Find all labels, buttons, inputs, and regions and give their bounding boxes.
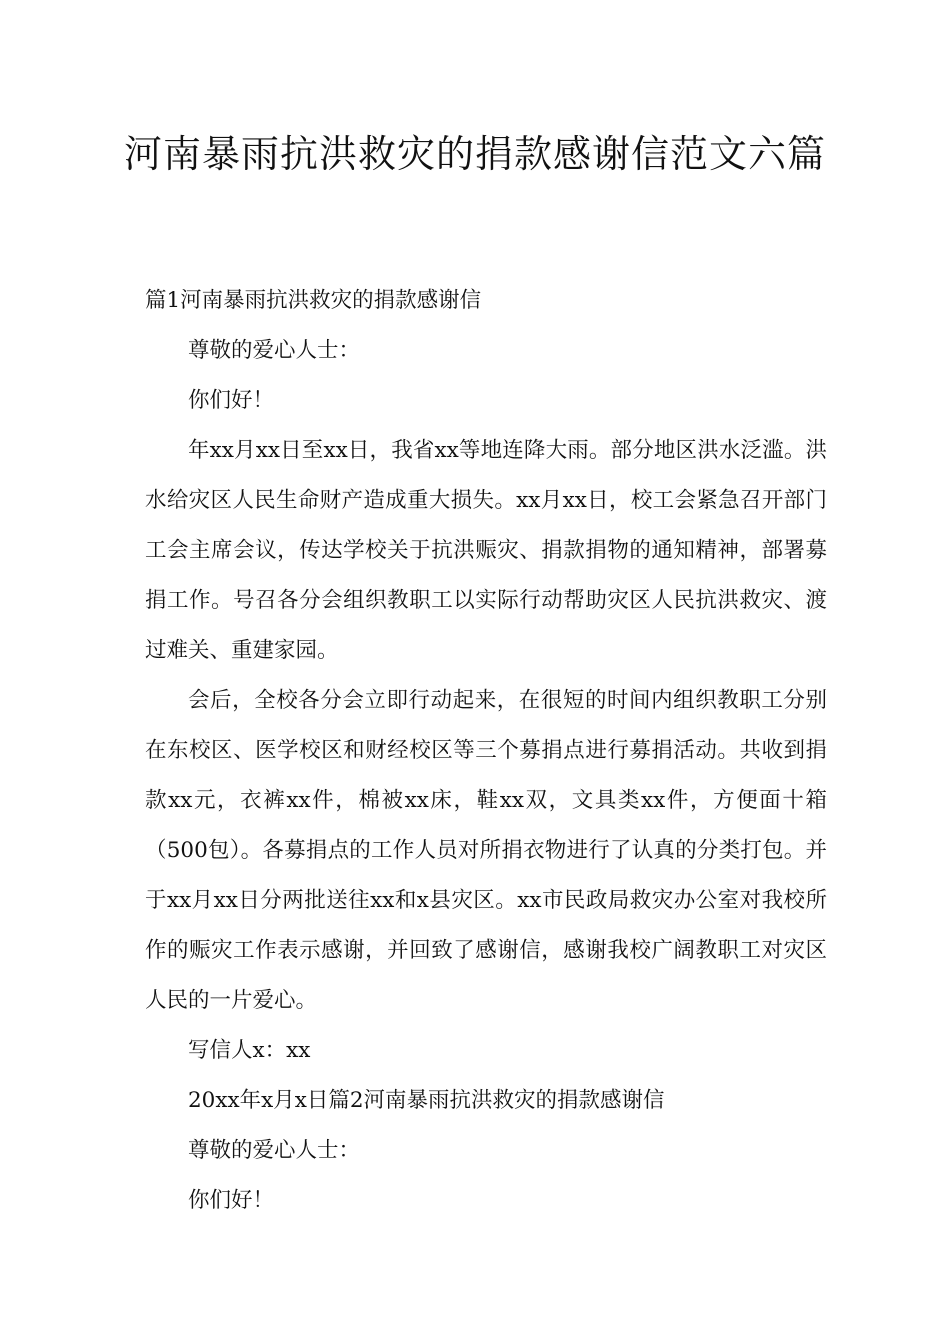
section-heading-1: 篇1河南暴雨抗洪救灾的捐款感谢信: [145, 288, 482, 313]
greeting-2: 你们好！: [188, 1188, 275, 1213]
date-and-section-heading-2: 20xx年x月x日篇2河南暴雨抗洪救灾的捐款感谢信: [188, 1088, 665, 1113]
body-paragraph-1: 年xx月xx日至xx日，我省xx等地连降大雨。部分地区洪水泛滥。洪水给灾区人民生命财产造成重大损失。xx月xx日，校工会紧急召开部门工会主席会议，传达学校关于抗洪赈灾、捐款捐物的通知精神，部署募捐工作。号召各分会组织教职工以实际行动帮助灾区人民抗洪救灾、渡过难关、重建家园。: [145, 438, 827, 663]
document-body: [145, 276, 827, 1226]
body-paragraph-2: 会后，全校各分会立即行动起来，在很短的时间内组织教职工分别在东校区、医学校区和财经校区等三个募捐点进行募捐活动。共收到捐款xx元，衣裤xx件，棉被xx床，鞋xx双，文具类xx件，方便面十箱（500包）。各募捐点的工作人员对所捐衣物进行了认真的分类打包。并于xx月xx日分两批送往xx和x县灾区。xx市民政局救灾办公室对我校所作的赈灾工作表示感谢，并回致了感谢信，感谢我校广阔教职工对灾区人民的一片爱心。: [145, 688, 827, 1013]
greeting: 你们好！: [188, 388, 275, 413]
document-title: 河南暴雨抗洪救灾的捐款感谢信范文六篇: [123, 132, 826, 176]
salutation: 尊敬的爱心人士：: [188, 338, 361, 363]
salutation-2: 尊敬的爱心人士：: [188, 1138, 361, 1163]
signature-line: 写信人x：xx: [188, 1038, 311, 1063]
